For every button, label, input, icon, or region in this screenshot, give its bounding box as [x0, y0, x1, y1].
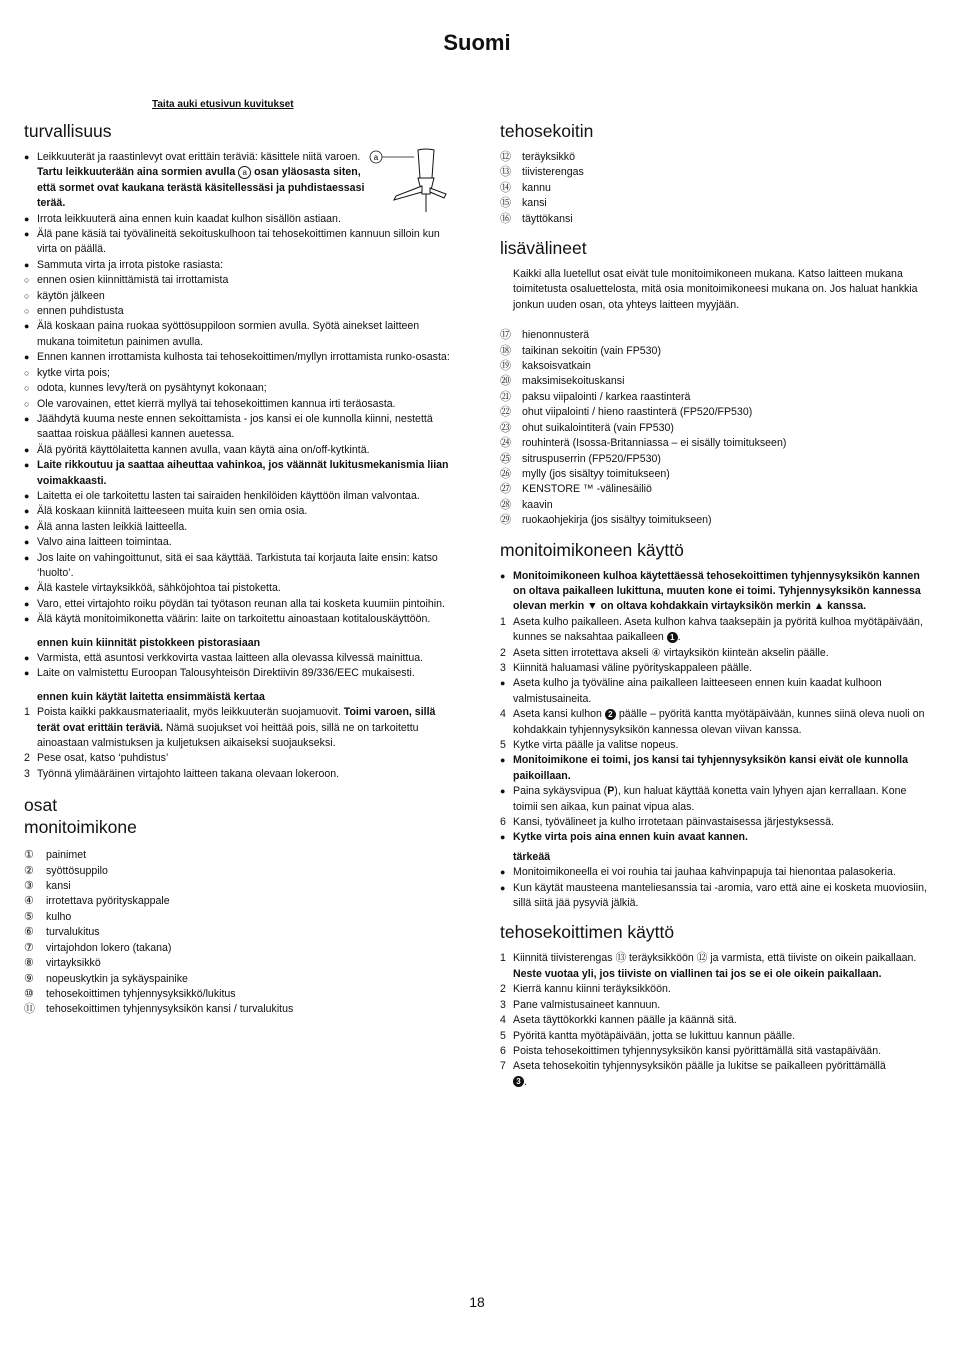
list-item: ● Varmista, että asuntosi verkkovirta vastaa laitteen alla olevassa kilvessä mainittua. [24, 651, 454, 666]
part-number: ① [24, 849, 34, 862]
part-item [24, 987, 454, 1002]
part-item [24, 910, 454, 925]
part-label: ohut suikalointiterä (vain FP530) [522, 421, 674, 434]
part-label: ruokaohjekirja (jos sisältyy toimitukseen) [522, 514, 712, 527]
part-item [500, 452, 928, 467]
part-number: ⑥ [24, 926, 34, 939]
part-label: kannu [522, 181, 551, 194]
sub-item: ○ kytke virta pois; [24, 366, 454, 381]
parts-heading: osat [24, 795, 58, 816]
part-label: tehosekoittimen tyhjennysyksikkö/lukitus [46, 987, 236, 1000]
plug-subhead: ennen kuin kiinnität pistokkeen pistorasiaan [37, 636, 261, 649]
part-label: painimet [46, 849, 87, 862]
item-text: Nämä suojukset voi heittää pois, sillä ne on tarkoitettu ainoastaan valmistuksen ja kuljetuksen aikaiseksi suojaukseksi. [37, 721, 419, 750]
part-label: teräyksikkö [522, 151, 575, 163]
step-item: 5 Pyöritä kantta myötäpäivään, jotta se lukittuu kannun päälle. [500, 1029, 796, 1042]
first-use-steps [24, 705, 454, 782]
step-item: 3 Työnnä ylimääräinen virtajohto laitteen takana olevaan lokeroon. [24, 767, 340, 780]
part-label: taikinan sekoitin (vain FP530) [522, 344, 661, 357]
part-number: ⑲ [500, 360, 511, 373]
item-text-bold: Toimi varoen, sillä terät ovat erittäin teräviä. [37, 706, 436, 734]
attachments-heading: lisävälineet [500, 238, 587, 259]
part-item [500, 328, 928, 343]
part-label: tiivisterengas [522, 166, 584, 179]
fold-out-note: Taita auki etusivun kuvitukset [152, 99, 294, 110]
list-item: ● Kun käytät mausteena manteliesanssia tai -aromia, varo että aine ei kosketa muoviosiin, sillä siitä jää pysyviä jälkiä. [500, 881, 928, 912]
part-number: ⑰ [500, 329, 511, 342]
part-item [500, 196, 928, 211]
usage-final-bullet [500, 830, 928, 845]
attachments-list [500, 328, 928, 528]
part-label: ohut viipalointi / hieno raastinterä (FP520/FP530) [522, 406, 753, 419]
sub-item: ○ ennen osien kiinnittämistä tai irrottamista [24, 273, 454, 288]
item-text: Aseta täyttökorkki kannen päälle ja käännä sitä. [513, 1014, 737, 1027]
sub-list [24, 273, 454, 319]
item-text: Pese osat, katso ‘puhdistus’ [37, 752, 169, 765]
list-item: ● Älä käytä monitoimikonetta väärin: laite on tarkoitettu ainoastaan kotitalouskäyttöön. [24, 612, 454, 627]
part-number: ⑦ [24, 941, 34, 954]
item-text: Paina sykäysvipua ( [513, 785, 608, 798]
list-item: ● Monitoimikoneen kulhoa käytettäessä tehosekoittimen tyhjennysyksikön kannen on oltava paikalleen lukittuna, muuten kone ei toimi. Tyhjennysyksikön kannessa olevan merkin ▼ on oltava kohdakkain virtayksikön merkin ▲ kanssa. [500, 569, 928, 615]
item-text: Sammuta virta ja irrota pistoke rasiasta: [37, 258, 224, 271]
part-label: kansi [46, 880, 71, 893]
part-label: sitruspuserrin (FP520/FP530) [522, 452, 661, 465]
usage-bullets [500, 753, 928, 815]
list-item [24, 150, 454, 212]
list-item: ● Laite on valmistettu Euroopan Talousyhteisön Direktiivin 89/336/EEC mukaisesti. [24, 666, 454, 681]
important-subhead: tärkeää [513, 850, 551, 863]
part-item [500, 482, 928, 497]
sub-item: ○ odota, kunnes levy/terä on pysähtynyt kokonaan; [24, 381, 454, 396]
part-label: mylly (jos sisältyy toimitukseen) [522, 467, 670, 480]
part-label: syöttösuppilo [46, 864, 108, 877]
step-item: 1 Kiinnitä tiivisterengas ⑬ teräyksikköön ⑫ ja varmista, että tiiviste on oikein paikallaan. Neste vuotaa yli, jos tiiviste on viallinen tai jos se ei ole oikein paikallaan. [500, 952, 917, 980]
part-item [24, 894, 454, 909]
item-text: Ennen kannen irrottamista kulhosta tai tehosekoittimen/myllyn irrottamista runko-osasta: [37, 351, 450, 364]
attachments-intro: Kaikki alla luetellut osat eivät tule monitoimikoneen mukana. Katso laitteen mukana toimitetusta osaluettelosta, mitä osia monitoimikoneesi mukana on. Jos haluat hankkia jonkun uuden osan, ota yhteys laitteen myyjään. [513, 268, 918, 311]
part-item [500, 374, 928, 389]
part-number: ⑫ [500, 151, 511, 163]
part-number: ④ [24, 895, 34, 908]
sub-item: ○ käytön jälkeen [24, 289, 454, 304]
step-item: 7 Aseta tehosekoitin tyhjennysyksikön päälle ja lukitse se paikalleen pyörittämällä 3 . [500, 1060, 886, 1088]
item-text: Aseta tehosekoitin tyhjennysyksikön päälle ja lukitse se paikalleen pyörittämällä [513, 1060, 886, 1073]
part-label: paksu viipalointi / karkea raastinterä [522, 390, 691, 403]
first-use-subhead: ennen kuin käytät laitetta ensimmäistä kertaa [37, 690, 265, 703]
item-text: Aseta kansi kulhon [513, 708, 602, 721]
step-item: 5 Kytke virta päälle ja valitse nopeus. [500, 739, 679, 751]
list-item [24, 258, 454, 320]
blender-parts-list [500, 150, 928, 227]
sub-item: ○ Ole varovainen, ettet kierrä myllyä tai tehosekoittimen kannua irti teräosasta. [24, 397, 454, 412]
list-item: ● Laitetta ei ole tarkoitettu lasten tai sairaiden henkilöiden käyttöön ilman valvontaa. [24, 489, 454, 504]
part-item [24, 879, 454, 894]
part-label: täyttökansi [522, 212, 573, 225]
list-item: ● Älä anna lasten leikkiä laitteella. [24, 520, 454, 535]
page-title: Suomi [443, 30, 511, 55]
item-text: Kiinnitä haluamasi väline pyörityskappaleen päälle. [513, 661, 753, 674]
food-processor-heading: monitoimikone [24, 817, 137, 838]
part-item [500, 390, 928, 405]
item-text-bold: osan yläosasta siten, että sormet ovat kaukana terästä käsitellessäsi ja puhdistaessasi terää. [37, 166, 365, 210]
part-number: ㉒ [500, 406, 511, 419]
part-item [24, 956, 454, 971]
step-item: 1 Poista kaikki pakkausmateriaalit, myös leikkuuterän suojamuovit. Toimi varoen, sillä terät ovat erittäin teräviä. Nämä suojukset voi heittää pois, sillä ne on tarkoitettu ainoastaan valmistuksen ja kuljetuksen aikaiseksi suojaukseksi. [24, 706, 436, 750]
part-number: ⑤ [24, 910, 34, 923]
step-item: 2 Pese osat, katso ‘puhdistus’ [24, 752, 169, 765]
list-item: ● Varo, ettei virtajohto roiku pöydän tai työtason reunan alla tai kosketa kuumiin pintoihin. [24, 597, 454, 612]
part-number: ㉗ [500, 483, 511, 496]
usage-steps [500, 615, 928, 677]
item-text: Aseta kulho paikalleen. Aseta kulhon kahva taaksepäin ja pyöritä kulhoa myötäpäivään, kunnes se naksahtaa paikalleen [513, 615, 923, 644]
list-item: ● Irrota leikkuuterä aina ennen kuin kaadat kulhon sisällön astiaan. [24, 212, 454, 227]
part-item [500, 513, 928, 528]
item-text: Aseta sitten irrotettava akseli ④ virtayksikön kiinteän akselin päälle. [513, 646, 829, 659]
blender-heading: tehosekoitin [500, 121, 594, 141]
list-item: ● Monitoimikoneella ei voi rouhia tai jauhaa kahvinpapuja tai hienontaa palasokeria. [500, 865, 928, 880]
item-text: Kansi, työvälineet ja kulho irrotetaan päinvastaisessa järjestyksessä. [513, 816, 834, 829]
part-number: ⑯ [500, 212, 511, 225]
part-label: turvalukitus [46, 926, 100, 939]
item-text: Pyöritä kantta myötäpäivään, jotta se lukittuu kannun päälle. [513, 1029, 796, 1042]
step-item: 6 Kansi, työvälineet ja kulho irrotetaan päinvastaisessa järjestyksessä. [500, 816, 834, 829]
step-item: 6 Poista tehosekoittimen tyhjennysyksikön kansi pyörittämällä sitä vastapäivään. [500, 1044, 882, 1057]
figure-2-badge: 2 [605, 709, 616, 720]
plug-list [24, 651, 454, 682]
important-list [500, 865, 928, 911]
list-item: ● Älä kastele virtayksikköä, sähköjohtoa tai pistoketta. [24, 581, 454, 596]
part-item [500, 498, 928, 513]
part-number: ㉕ [500, 452, 511, 465]
part-number: ⑪ [24, 1003, 35, 1016]
part-label: rouhinterä (Isossa-Britanniassa – ei sisälly toimitukseen) [522, 437, 787, 450]
item-text: Kiinnitä tiivisterengas ⑬ teräyksikköön ⑫ ja varmista, että tiiviste on oikein paikallaan. [513, 952, 917, 965]
part-number: ⑮ [500, 197, 511, 210]
part-number: ⑱ [500, 344, 511, 357]
list-item: ● Monitoimikone ei toimi, jos kansi tai tyhjennysyksikön kansi eivät ole kunnolla paikoillaan. [500, 753, 928, 784]
item-text-bold: Neste vuotaa yli, jos tiiviste on viallinen tai jos se ei ole oikein paikallaan. [513, 967, 882, 980]
part-item [500, 405, 928, 420]
item-text: Kytke virta päälle ja valitse nopeus. [513, 739, 679, 751]
sub-item: ○ ennen puhdistusta [24, 304, 454, 319]
safety-list [24, 150, 454, 628]
list-item: ● Laite rikkoutuu ja saattaa aiheuttaa vahinkoa, jos väännät lukitusmekanismia liian voimakkaasti. [24, 458, 454, 489]
part-label: kansi [522, 197, 547, 210]
part-label: hienonnusterä [522, 329, 590, 342]
item-text: Työnnä ylimääräinen virtajohto laitteen takana olevaan lokeroon. [37, 767, 340, 780]
step-item: 2 Kierrä kannu kiinni teräyksikköön. [500, 983, 671, 996]
parts-list [24, 848, 454, 1017]
list-item: ● Älä koskaan kiinnitä laitteeseen muita kuin sen omia osia. [24, 504, 454, 519]
part-number: ㉙ [500, 514, 511, 527]
page-number: 18 [469, 1294, 485, 1310]
part-item [500, 150, 928, 165]
list-item: ● Älä koskaan paina ruokaa syöttösuppiloon sormien avulla. Syötä ainekset laitteen mukana toimitetun painimen avulla. [24, 319, 454, 350]
part-number: ⑩ [24, 987, 34, 1000]
list-item: ● Jos laite on vahingoittunut, sitä ei saa käyttää. Tarkistuta tai korjauta laite ensin: katso ‘huolto’. [24, 551, 454, 582]
item-text: Poista kaikki pakkausmateriaalit, myös leikkuuterän suojamuovit. [37, 706, 344, 719]
part-label: irrotettava pyörityskappale [46, 895, 170, 908]
part-label: kulho [46, 910, 72, 923]
right-column [500, 120, 928, 1090]
part-label: nopeuskytkin ja sykäyspainike [46, 972, 188, 985]
sub-list [24, 366, 454, 412]
part-item [24, 925, 454, 940]
usage-steps-end [500, 815, 928, 830]
part-number: ⑧ [24, 957, 34, 970]
item-text: päälle – pyöritä kantta myötäpäivään, kunnes siinä oleva nuoli on kohdakkain tyhjennysyksikön kannessa olevan viivan kanssa. [513, 708, 925, 736]
part-number: ㉓ [500, 421, 511, 434]
part-number: ③ [24, 880, 34, 893]
list-item: ● Kytke virta pois aina ennen kuin avaat kannen. [500, 830, 928, 845]
part-label: virtayksikkö [46, 957, 101, 970]
blender-use-heading: tehosekoittimen käyttö [500, 922, 675, 943]
part-item [24, 1002, 454, 1017]
list-item: ● Aseta kulho ja työväline aina paikalleen laitteeseen ennen kuin kaadat kulhoon valmistusaineita. [500, 676, 928, 707]
part-number: ㉖ [500, 467, 511, 480]
step-item: 3 Kiinnitä haluamasi väline pyörityskappaleen päälle. [500, 661, 753, 674]
part-number: ⑭ [500, 181, 511, 194]
pulse-symbol: P [607, 785, 615, 798]
part-number: ㉘ [500, 498, 511, 511]
item-text: Pane valmistusaineet kannuun. [513, 998, 661, 1011]
part-item [500, 436, 928, 451]
step-item: 4 Aseta täyttökorkki kannen päälle ja käännä sitä. [500, 1014, 737, 1027]
part-number: ② [24, 864, 34, 877]
figure-1-badge: 1 [667, 632, 678, 643]
usage-heading: monitoimikoneen käyttö [500, 539, 684, 560]
part-item [24, 848, 454, 863]
blender-use-steps [500, 951, 928, 1090]
part-item [500, 165, 928, 180]
part-item [500, 467, 928, 482]
part-label: maksimisekoituskansi [522, 375, 625, 388]
part-number: ㉔ [500, 437, 511, 450]
part-item [24, 972, 454, 987]
item-text: Kierrä kannu kiinni teräyksikköön. [513, 983, 671, 996]
item-text: ), kun haluat käyttää konetta vain lyhyen ajan kerrallaan. Kone toimii sen aikaa, kun painat vipua alas. [513, 785, 907, 813]
part-item [24, 941, 454, 956]
list-item: ● Jäähdytä kuuma neste ennen sekoittamista - jos kansi ei ole kunnolla kiinni, nestettä saattaa roiskua päällesi kannen auetessa. [24, 412, 454, 443]
figure-3-badge: 3 [513, 1076, 524, 1087]
part-label: kaksoisvatkain [522, 360, 591, 373]
item-text-bold: Tartu leikkuuterään aina sormien avulla [37, 166, 239, 179]
list-item: ● Älä pyöritä käyttölaitetta kannen avulla, vaan käytä aina on/off-kytkintä. [24, 443, 454, 458]
step-item: 2 Aseta sitten irrotettava akseli ④ virtayksikön kiinteän akselin päälle. [500, 646, 829, 659]
part-item [500, 359, 928, 374]
safety-heading: turvallisuus [24, 121, 112, 141]
list-item [500, 784, 928, 815]
step-item: 1 Aseta kulho paikalleen. Aseta kulhon kahva taaksepäin ja pyöritä kulhoa myötäpäivään, kunnes se naksahtaa paikalleen 1 . [500, 615, 923, 644]
part-label: virtajohdon lokero (takana) [46, 941, 172, 954]
part-label: KENSTORE ™ -välinesäiliö [522, 483, 652, 496]
part-item [24, 864, 454, 879]
step-item: 4 Aseta kansi kulhon 2 päälle – pyöritä kantta myötäpäivään, kunnes siinä oleva nuoli on kohdakkain tyhjennysyksikön kannessa olevan viivan kanssa. [500, 708, 925, 736]
usage-bullet [500, 676, 928, 707]
part-number: ⑨ [24, 972, 34, 985]
circled-a-marker: a [238, 166, 251, 179]
part-item [500, 181, 928, 196]
part-number: ⑬ [500, 166, 511, 179]
part-item [500, 212, 928, 227]
usage-steps-cont [500, 707, 928, 753]
part-number: ㉑ [500, 390, 511, 403]
part-label: tehosekoittimen tyhjennysyksikön kansi / turvalukitus [46, 1003, 294, 1016]
item-text: Poista tehosekoittimen tyhjennysyksikön kansi pyörittämällä sitä vastapäivään. [513, 1044, 882, 1057]
part-item [500, 421, 928, 436]
illus-label-a: a [373, 153, 379, 162]
list-item: ● Valvo aina laitteen toimintaa. [24, 535, 454, 550]
list-item: ● Älä pane käsiä tai työvälineitä sekoituskulhoon tai tehosekoittimen kannuun silloin kun virta on päällä. [24, 227, 454, 258]
usage-warning [500, 569, 928, 615]
part-label: kaavin [522, 498, 553, 511]
part-item [500, 344, 928, 359]
list-item [24, 350, 454, 412]
step-item: 3 Pane valmistusaineet kannuun. [500, 998, 661, 1011]
part-number: ⑳ [500, 375, 511, 388]
left-column [24, 120, 454, 1018]
item-text: Leikkuuterät ja raastinlevyt ovat erittäin teräviä: käsittele niitä varoen. [37, 151, 361, 163]
